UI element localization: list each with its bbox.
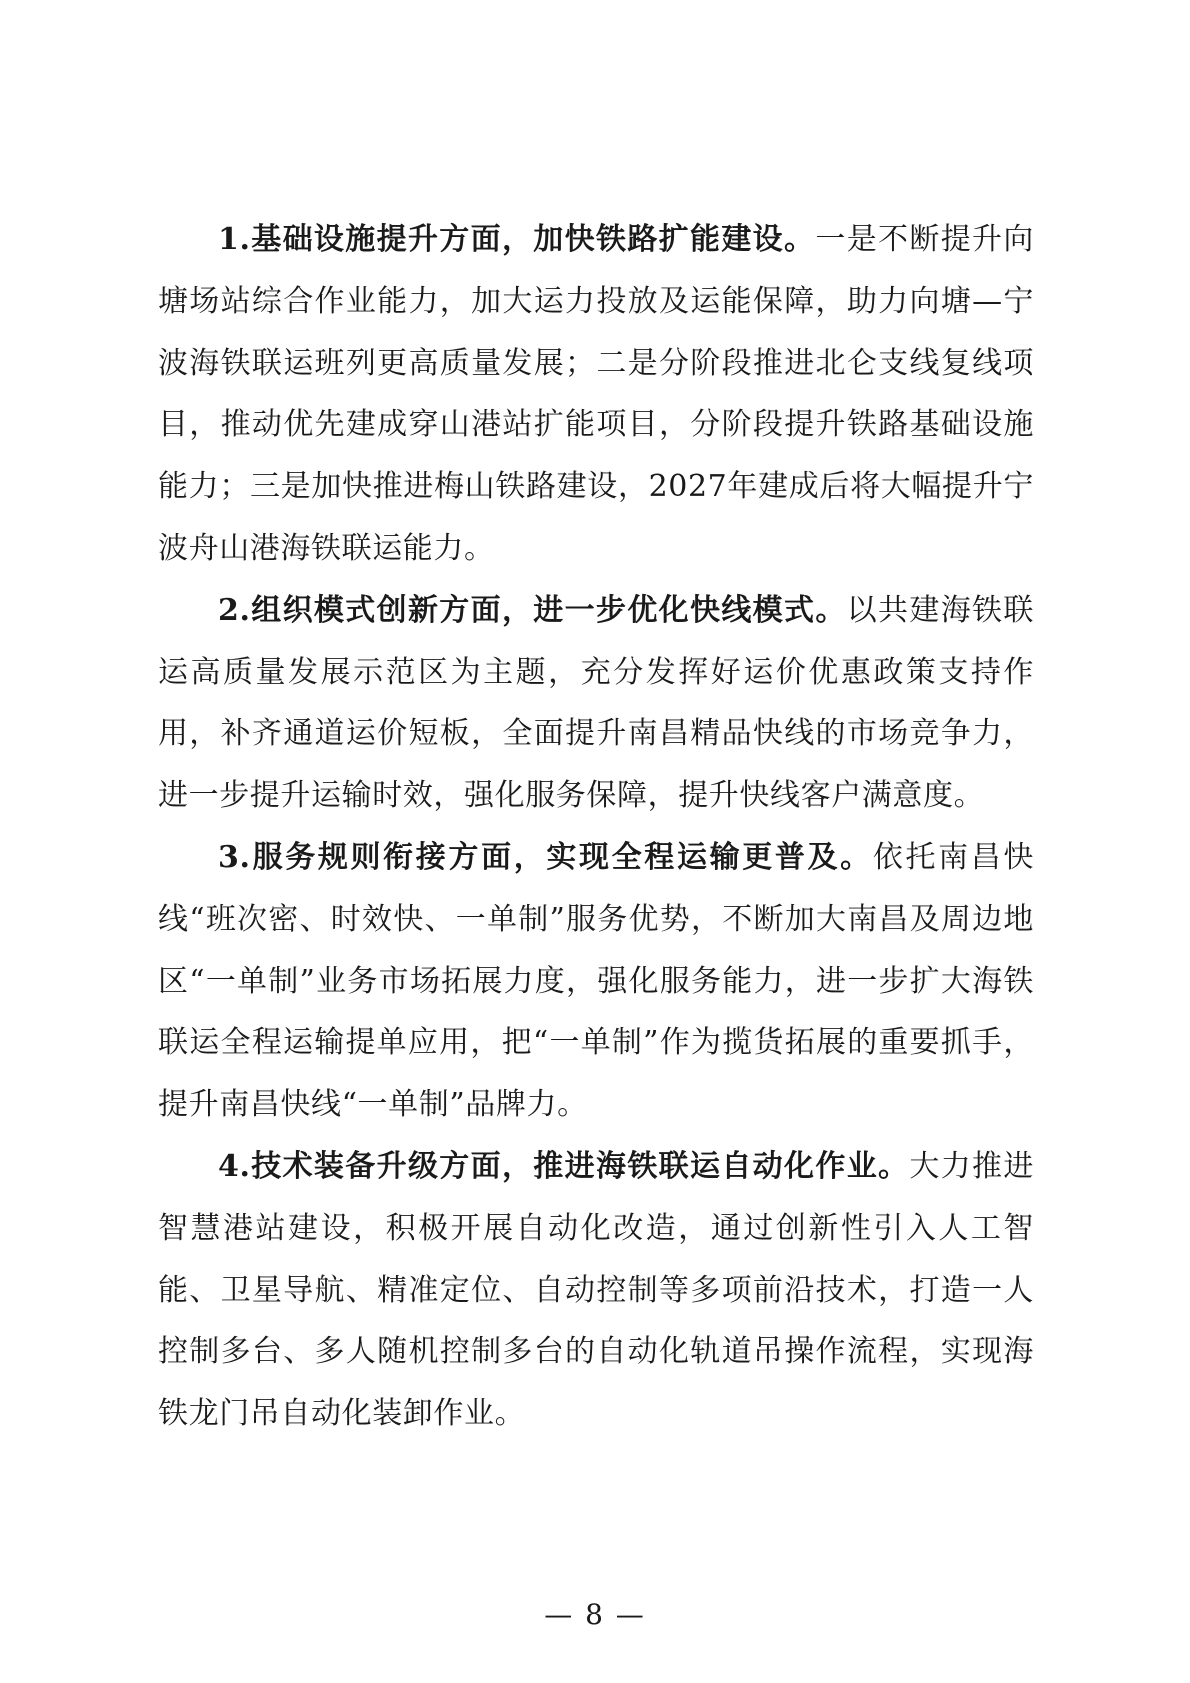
paragraph-heading: 4.技术装备升级方面，推进海铁联运自动化作业。 (218, 1148, 910, 1184)
paragraph-text: 以共建海铁联运高质量发展示范区为主题，充分发挥好运价优惠政策支持作用，补齐通道运价短板，全面提升南昌精品快线的市场竞争力，进一步提升运输时效，强化服务保障，提升快线客户满意度。 (158, 592, 1034, 814)
paragraph-heading: 2.组织模式创新方面，进一步优化快线模式。 (218, 592, 847, 628)
paragraph-infrastructure (158, 209, 1034, 580)
paragraph-service-rules (158, 827, 1034, 1136)
paragraph-heading: 3.服务规则衔接方面，实现全程运输更普及。 (218, 839, 873, 875)
paragraph-text: 一是不断提升向塘场站综合作业能力，加大运力投放及运能保障，助力向塘—宁波海铁联运班列更高质量发展；二是分阶段推进北仑支线复线项目，推动优先建成穿山港站扩能项目，分阶段提升铁路基础设施能力；三是加快推进梅山铁路建设，2027年建成后将大幅提升宁波舟山港海铁联运能力。 (158, 222, 1034, 566)
paragraph-organization-mode (158, 580, 1034, 827)
paragraph-technology-equipment (158, 1136, 1034, 1445)
document-body (158, 209, 1034, 1445)
paragraph-text: 大力推进智慧港站建设，积极开展自动化改造，通过创新性引入人工智能、卫星导航、精准定位、自动控制等多项前沿技术，打造一人控制多台、多人随机控制多台的自动化轨道吊操作流程，实现海铁龙门吊自动化装卸作业。 (158, 1148, 1034, 1432)
page-number: — 8 — (544, 1598, 646, 1631)
paragraph-text: 依托南昌快线“班次密、时效快、一单制”服务优势，不断加大南昌及周边地区“一单制”业务市场拓展力度，强化服务能力，进一步扩大海铁联运全程运输提单应用，把“一单制”作为揽货拓展的重要抓手，提升南昌快线“一单制”品牌力。 (158, 839, 1035, 1123)
paragraph-heading: 1.基础设施提升方面，加快铁路扩能建设。 (218, 222, 816, 257)
